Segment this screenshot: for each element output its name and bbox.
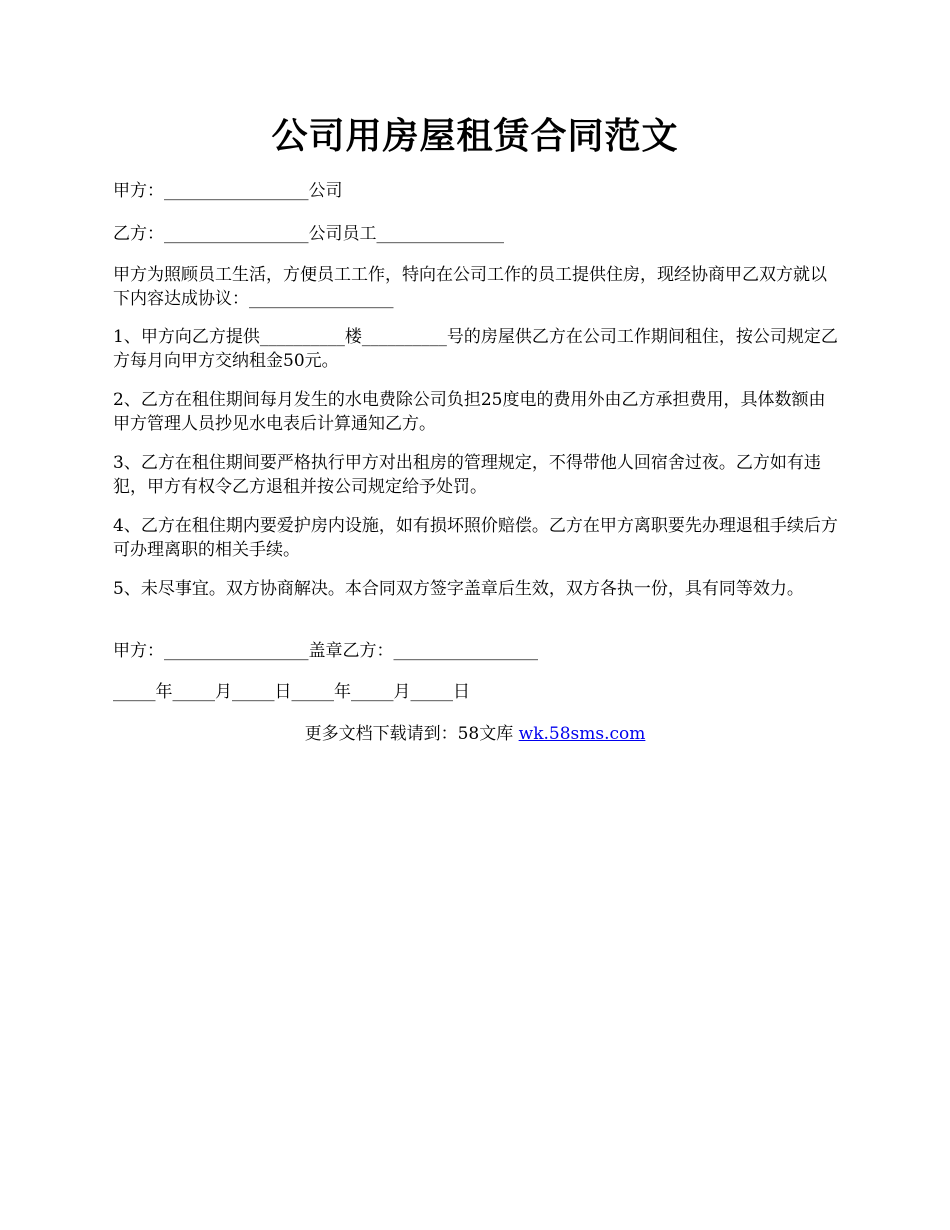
clause-4: 4、乙方在租住期内要爱护房内设施，如有损坏照价赔偿。乙方在甲方离职要先办理退租手续后方可办理离职的相关手续。	[113, 516, 838, 560]
signature-line: 甲方：_________________盖章乙方：_________________	[113, 641, 538, 661]
clause-2: 2、乙方在租住期间每月发生的水电费除公司负担25度电的费用外由乙方承担费用，具体数额由甲方管理人员抄见水电表后计算通知乙方。	[113, 390, 826, 434]
party-a-line: 甲方：_________________公司	[113, 181, 343, 201]
clause-1: 1、甲方向乙方提供__________楼__________号的房屋供乙方在公司工作期间租住，按公司规定乙方每月向甲方交纳租金50元。	[113, 327, 838, 371]
document-title: 公司用房屋租赁合同范文	[271, 115, 679, 157]
clause-3: 3、乙方在租住期间要严格执行甲方对出租房的管理规定，不得带他人回宿舍过夜。乙方如有违犯，甲方有权令乙方退租并按公司规定给予处罚。	[113, 453, 821, 497]
footer-note	[0, 722, 950, 746]
footer-prefix: 更多文档下载请到：58文库	[304, 724, 519, 744]
footer-link[interactable]: wk.58sms.com	[518, 724, 646, 744]
date-line: _____年_____月_____日_____年_____月_____日	[113, 682, 470, 702]
party-b-line: 乙方：_________________公司员工_______________	[113, 224, 504, 244]
clause-5: 5、未尽事宜。双方协商解决。本合同双方签字盖章后生效，双方各执一份，具有同等效力。	[113, 579, 804, 599]
intro-paragraph: 甲方为照顾员工生活，方便员工工作，特向在公司工作的员工提供住房，现经协商甲乙双方就以下内容达成协议：_________________	[113, 265, 827, 309]
